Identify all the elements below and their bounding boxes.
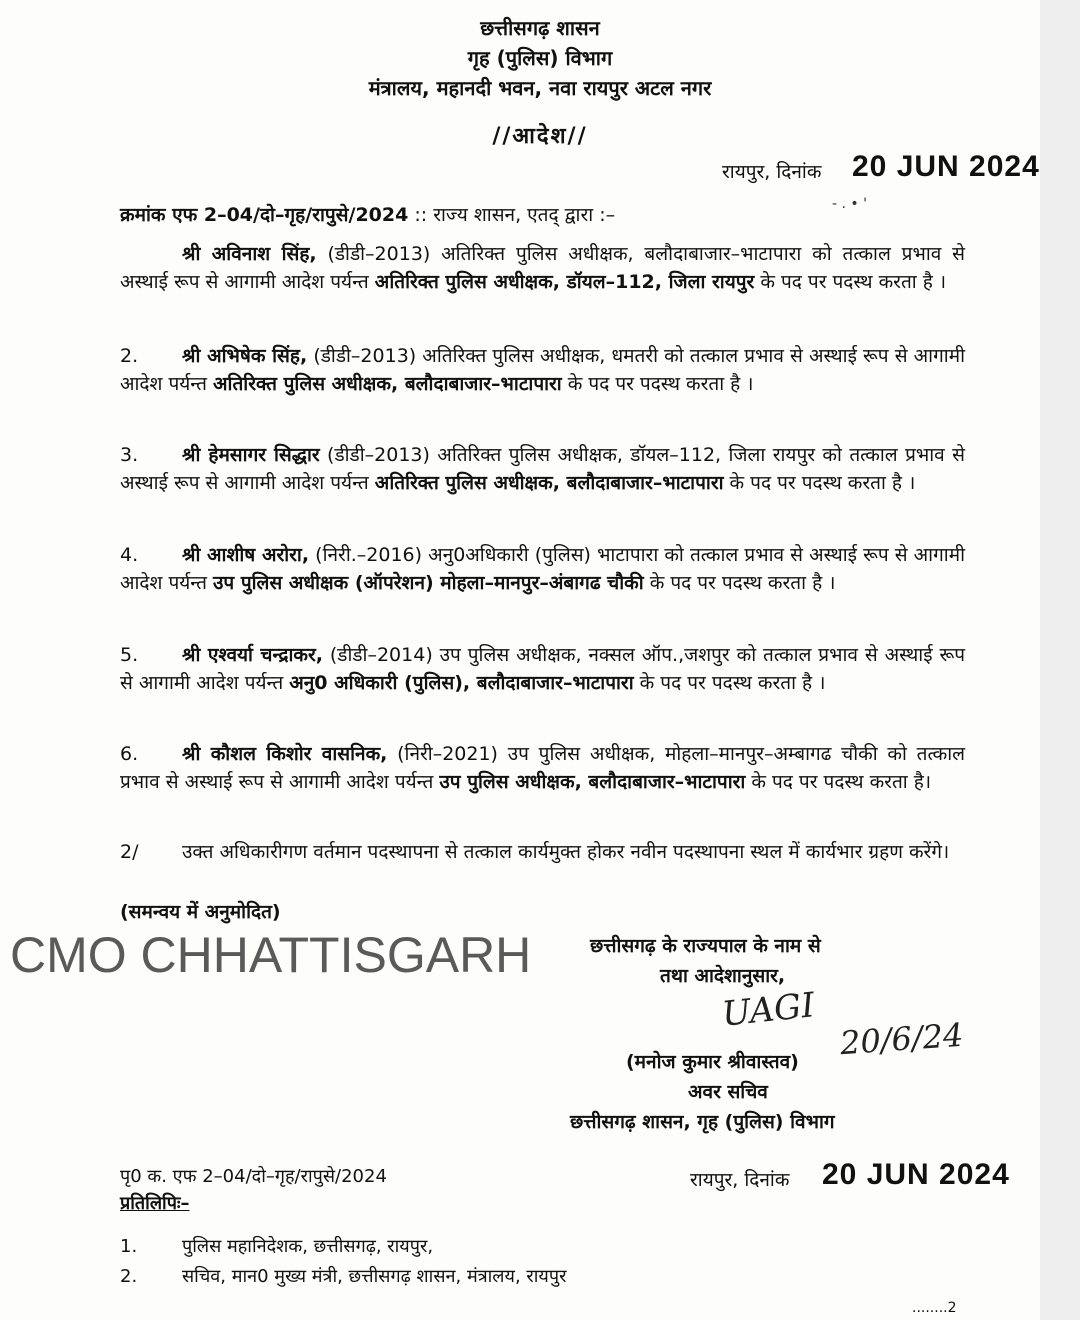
paragraph-number: 6. <box>120 743 139 765</box>
date-label: रायपुर, दिनांक <box>722 161 822 183</box>
paragraph-text: (डीडी–2013) अतिरिक्त पुलिस अधीक्षक, बलौदाबाजार–भाटापारा को तत्काल प्रभाव से अस्थाई रूप से आगामी आदेश पर्यन्त <box>120 243 965 293</box>
paragraph-text: (निरी.–2016) अनु0अधिकारी (पुलिस) भाटापारा को तत्काल प्रभाव से अस्थाई रूप से आगामी आदेश पर्यन्त <box>120 544 965 594</box>
officer-name: श्री अविनाश सिंह, <box>182 243 317 265</box>
order-paragraph-2 <box>120 342 965 398</box>
paragraph-number: 5. <box>120 644 139 666</box>
officer-name: श्री हेमसागर सिद्धार <box>182 444 320 466</box>
page-continuation: ........2 <box>912 1300 957 1316</box>
paragraph-text: (डीडी–2013) अतिरिक्त पुलिस अधीक्षक, धमतरी को तत्काल प्रभाव से अस्थाई रूप से आगामी आदेश पर्यन्त <box>120 345 965 395</box>
paragraph-tail: के पद पर पदस्थ करता है । <box>633 672 826 694</box>
signatory-department: छत्तीसगढ़ शासन, गृह (पुलिस) विभाग <box>570 1111 835 1133</box>
officer-name: श्री एश्वर्या चन्द्राकर, <box>182 644 323 666</box>
header-government: छत्तीसगढ़ शासन <box>480 16 600 40</box>
approval-note: (समन्वय में अनुमोदित) <box>120 901 281 923</box>
signature-authority-line2: तथा आदेशानुसार, <box>660 965 786 987</box>
page-edge-strip <box>1040 0 1080 1320</box>
order-paragraph-5 <box>120 641 965 697</box>
copy-item-text: सचिव, मान0 मुख्य मंत्री, छत्तीसगढ़ शासन, मंत्रालय, रायपुर <box>182 1266 567 1287</box>
paragraph-tail: के पद पर पदस्थ करता है । <box>643 572 836 594</box>
paragraph-number: 3. <box>120 444 139 466</box>
paragraph-text: (डीडी–2013) अतिरिक्त पुलिस अधीक्षक, डॉयल–112, जिला रायपुर को तत्काल प्रभाव से अस्थाई रूप से आगामी आदेश पर्यन्त <box>120 444 965 494</box>
clause-number: 2/ <box>120 841 139 863</box>
copy-item-number: 2. <box>120 1266 138 1287</box>
paragraph-number: 4. <box>120 544 139 566</box>
order-number: क्रमांक एफ 2–04/दो–गृह/रापुसे/2024 <box>120 204 409 226</box>
order-paragraph-4 <box>120 541 965 597</box>
paragraph-tail: के पद पर पदस्थ करता है । <box>561 373 754 395</box>
watermark-text: CMO CHHATTISGARH <box>10 927 532 983</box>
stray-marks: - . • ' <box>832 196 867 212</box>
order-paragraph-6 <box>120 740 965 796</box>
paragraph-tail: के पद पर पदस्थ करता है । <box>754 271 947 293</box>
order-paragraph-1 <box>120 240 965 296</box>
order-title: //आदेश// <box>492 124 588 149</box>
handwritten-initials: UAGI <box>720 985 817 1035</box>
order-paragraph-3 <box>120 441 965 497</box>
copy-to-heading: प्रतिलिपिः– <box>120 1193 190 1214</box>
paragraph-text: (निरी–2021) उप पुलिस अधीक्षक, मोहला–मानपुर–अम्बागढ चौकी को तत्काल प्रभाव से अस्थाई रूप से आगामी आदेश पर्यन्त <box>120 743 966 793</box>
copy-item-2 <box>120 1264 566 1288</box>
header-address: मंत्रालय, महानदी भवन, नवा रायपुर अटल नगर <box>368 76 712 100</box>
signatory-name: (मनोज कुमार श्रीवास्तव) <box>626 1051 799 1073</box>
clause-text: उक्त अधिकारीगण वर्तमान पदस्थापना से तत्काल कार्यमुक्त होकर नवीन पदस्थापना स्थल में कार्यभार ग्रहण करेंगे। <box>182 841 950 863</box>
endorsement-reference: पृ0 क. एफ 2–04/दो–गृह/रापुसे/2024 <box>120 1166 387 1187</box>
paragraph-number: 2. <box>120 345 139 367</box>
endorsement-date-stamp: 20 JUN 2024 <box>822 1158 1010 1191</box>
date-stamp: 20 JUN 2024 <box>852 150 1040 183</box>
new-posting: उप पुलिस अधीक्षक (ऑपरेशन) मोहला–मानपुर–अंबागढ चौकी <box>213 572 644 594</box>
new-posting: अनु0 अधिकारी (पुलिस), बलौदाबाजार–भाटापारा <box>289 672 634 694</box>
copy-item-number: 1. <box>120 1236 138 1257</box>
handwritten-date: 20/6/24 <box>838 1015 965 1063</box>
officer-name: श्री आशीष अरोरा, <box>182 544 310 566</box>
copy-item-text: पुलिस महानिदेशक, छत्तीसगढ़, रायपुर, <box>182 1236 434 1257</box>
order-intro: :: राज्य शासन, एतद् द्वारा :– <box>414 204 616 226</box>
new-posting: अतिरिक्त पुलिस अधीक्षक, बलौदाबाजार–भाटापारा <box>374 472 724 494</box>
new-posting: अतिरिक्त पुलिस अधीक्षक, बलौदाबाजार–भाटापारा <box>213 373 562 395</box>
paragraph-tail: के पद पर पदस्थ करता है । <box>723 472 916 494</box>
copy-item-1 <box>120 1234 433 1258</box>
order-reference <box>120 201 615 227</box>
officer-name: श्री कौशल किशोर वासनिक, <box>182 743 388 765</box>
officer-name: श्री अभिषेक सिंह, <box>182 345 308 367</box>
signatory-designation: अवर सचिव <box>688 1081 768 1103</box>
endorsement-date-label: रायपुर, दिनांक <box>690 1169 790 1191</box>
header-department: गृह (पुलिस) विभाग <box>467 46 613 70</box>
new-posting: अतिरिक्त पुलिस अधीक्षक, डॉयल–112, जिला रायपुर <box>374 271 755 293</box>
clause-relieving <box>120 838 965 866</box>
new-posting: उप पुलिस अधीक्षक, बलौदाबाजार–भाटापारा <box>439 771 746 793</box>
signature-authority-line1: छत्तीसगढ़ के राज्यपाल के नाम से <box>590 935 821 957</box>
paragraph-text: (डीडी–2014) उप पुलिस अधीक्षक, नक्सल ऑप.,जशपुर को तत्काल प्रभाव से अस्थाई रूप से आगामी आदेश पर्यन्त <box>120 644 966 694</box>
paragraph-tail: के पद पर पदस्थ करता है। <box>745 771 932 793</box>
